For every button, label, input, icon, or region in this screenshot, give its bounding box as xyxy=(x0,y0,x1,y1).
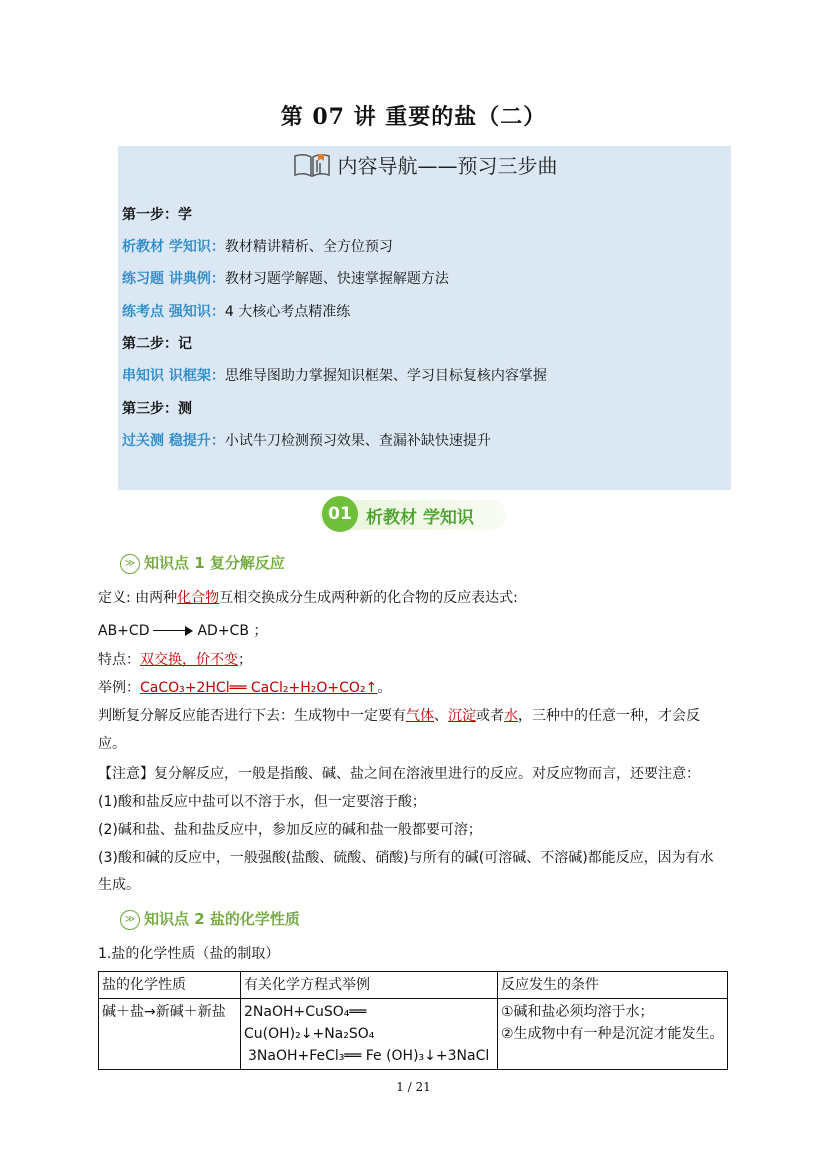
table-header-row xyxy=(99,972,728,999)
nav-step2: 第二步：记 xyxy=(122,336,192,352)
nav-step1: 第一步：学 xyxy=(122,207,192,223)
judge-line: 判断复分解反应能否进行下去：生成物中一定要有气体、沉淀或者水，三种中的任意一种，才会反 xyxy=(98,708,700,724)
nav-header: 内容导航——预习三步曲 xyxy=(118,150,731,185)
table-cell: 碱＋盐→新碱＋新盐 xyxy=(99,999,241,1070)
table-header: 反应发生的条件 xyxy=(498,972,728,999)
note-1: (1)酸和盐反应中盐可以不溶于水，但一定要溶于酸； xyxy=(98,794,426,810)
definition-line: 定义: 由两种化合物互相交换成分生成两种新的化合物的反应表达式: xyxy=(98,590,518,606)
salt-properties-table xyxy=(98,971,728,1070)
double-chevron-icon: ≫ xyxy=(120,554,140,574)
nav-step3: 第三步：测 xyxy=(122,401,192,417)
judge-line-cont: 应。 xyxy=(98,736,126,752)
feature-line: 特点：双交换，价不变； xyxy=(98,652,252,668)
double-chevron-icon: ≫ xyxy=(120,910,140,930)
knowledge-point-2-heading: ≫ 知识点 2 盐的化学性质 xyxy=(120,908,300,930)
knowledge-point-1-heading: ≫ 知识点 1 复分解反应 xyxy=(120,552,285,574)
section-number: 01 xyxy=(322,496,358,532)
table-header: 盐的化学性质 xyxy=(99,972,241,999)
page-number: 1 / 21 xyxy=(396,1080,431,1094)
nav-line4: 串知识 识框架：思维导图助力掌握知识框架、学习目标复核内容掌握 xyxy=(122,368,547,384)
table-row xyxy=(99,999,728,1070)
nav-line3: 练考点 强知识：4 大核心考点精准练 xyxy=(122,304,351,320)
section-badge xyxy=(320,496,508,534)
book-icon xyxy=(292,150,332,185)
example-line: 举例：CaCO₃+2HCl══ CaCl₂+H₂O+CO₂↑。 xyxy=(98,680,392,696)
nav-line5: 过关测 稳提升：小试牛刀检测预习效果、查漏补缺快速提升 xyxy=(122,433,491,449)
table-cell: 2NaOH+CuSO₄══ Cu(OH)₂↓+Na₂SO₄ 3NaOH+FeCl₃══ Fe (OH)₃↓+3NaCl xyxy=(241,999,498,1070)
nav-line2: 练习题 讲典例：教材习题学解题、快速掌握解题方法 xyxy=(122,271,449,287)
subsection-title: 1.盐的化学性质（盐的制取） xyxy=(98,946,280,962)
table-header: 有关化学方程式举例 xyxy=(241,972,498,999)
note-3-cont: 生成。 xyxy=(98,877,140,893)
expression-line: AB+CD AD+CB ； xyxy=(98,623,268,639)
nav-line1: 析教材 学知识：教材精讲精析、全方位预习 xyxy=(122,239,393,255)
content-navigation-box xyxy=(118,146,731,490)
table-cell: ①碱和盐必须均溶于水； ②生成物中有一种是沉淀才能发生。 xyxy=(498,999,728,1070)
page-title: 第 07 讲 重要的盐（二） xyxy=(280,104,547,130)
note-2: (2)碱和盐、盐和盐反应中，参加反应的碱和盐一般都要可溶； xyxy=(98,822,482,838)
arrow-icon xyxy=(153,626,193,636)
section-title: 析教材 学知识 xyxy=(366,508,474,528)
note-3: (3)酸和碱的反应中，一般强酸(盐酸、硫酸、硝酸)与所有的碱(可溶碱、不溶碱)都能反应，因为有水 xyxy=(98,850,714,866)
note-line: 【注意】复分解反应，一般是指酸、碱、盐之间在溶液里进行的反应。对反应物而言，还要注意： xyxy=(98,766,700,782)
